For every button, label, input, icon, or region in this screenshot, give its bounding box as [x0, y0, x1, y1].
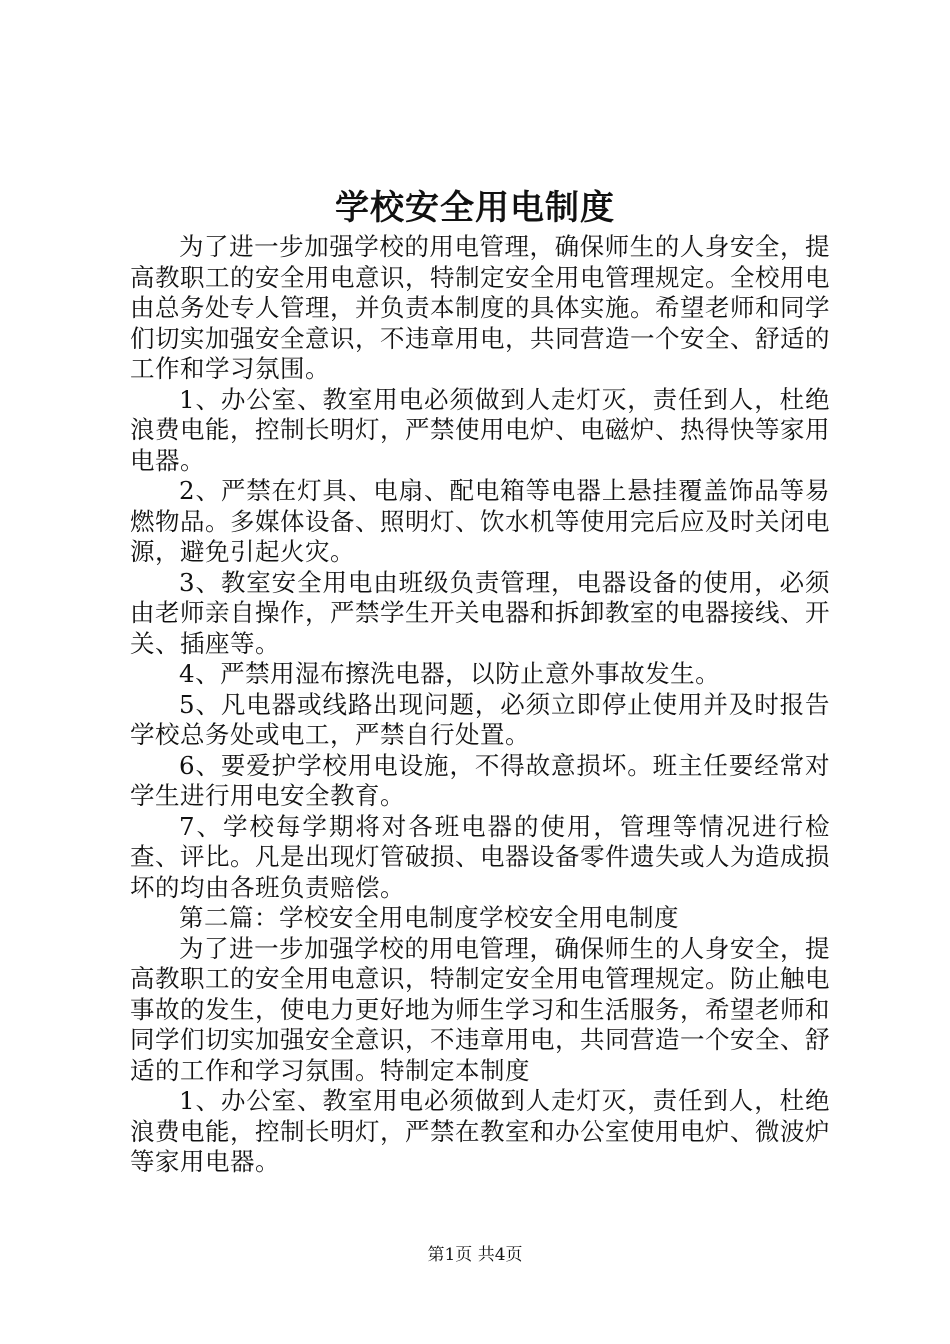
rule-1-paragraph: 1、办公室、教室用电必须做到人走灯灭，责任到人，杜绝浪费电能，控制长明灯，严禁使用电炉、电磁炉、热得快等家用电器。 — [130, 384, 830, 475]
rule-2-paragraph: 2、严禁在灯具、电扇、配电箱等电器上悬挂覆盖饰品等易燃物品。多媒体设备、照明灯、饮水机等使用完后应及时关闭电源，避免引起火灾。 — [130, 476, 830, 566]
rule-7-paragraph: 7、学校每学期将对各班电器的使用，管理等情况进行检查、评比。凡是出现灯管破损、电器设备零件遗失或人为造成损坏的均由各班负责赔偿。 — [130, 811, 830, 902]
section-2-heading: 第二篇：学校安全用电制度学校安全用电制度 — [179, 903, 679, 932]
rule-6-paragraph: 6、要爱护学校用电设施，不得故意损坏。班主任要经常对学生进行用电安全教育。 — [130, 750, 830, 810]
rule-5-paragraph: 5、凡电器或线路出现问题，必须立即停止使用并及时报告学校总务处或电工，严禁自行处置。 — [130, 689, 830, 749]
section-2-intro-paragraph: 为了进一步加强学校的用电管理，确保师生的人身安全，提高教职工的安全用电意识，特制定安全用电管理规定。防止触电事故的发生，使电力更好地为师生学习和生活服务，希望老师和同学们切实加强安全意识，不违章用电，共同营造一个安全、舒适的工作和学习氛围。特制定本制度 — [130, 933, 830, 1085]
page-number-footer: 第1页 共4页 — [427, 1245, 523, 1265]
section-2-rule-1-paragraph: 1、办公室、教室用电必须做到人走灯灭，责任到人，杜绝浪费电能，控制长明灯，严禁在教室和办公室使用电炉、微波炉等家用电器。 — [130, 1086, 830, 1176]
intro-paragraph: 为了进一步加强学校的用电管理，确保师生的人身安全，提高教职工的安全用电意识，特制定安全用电管理规定。全校用电由总务处专人管理，并负责本制度的具体实施。希望老师和同学们切实加强安全意识，不违章用电，共同营造一个安全、舒适的工作和学习氛围。 — [130, 232, 830, 383]
rule-3-paragraph: 3、教室安全用电由班级负责管理，电器设备的使用，必须由老师亲自操作，严禁学生开关电器和拆卸教室的电器接线、开关、插座等。 — [130, 567, 830, 658]
document-title: 学校安全用电制度 — [335, 188, 615, 228]
rule-4-paragraph: 4、严禁用湿布擦洗电器，以防止意外事故发生。 — [179, 659, 721, 688]
document-body — [130, 232, 830, 1178]
